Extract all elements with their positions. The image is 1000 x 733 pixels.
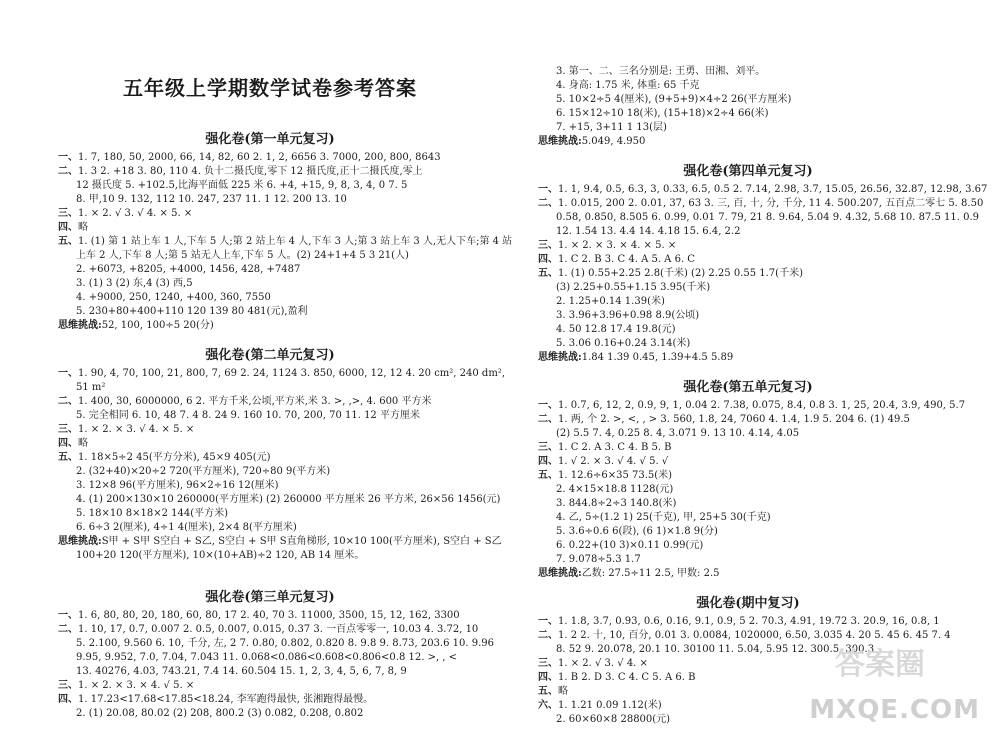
answer-text: 3. 3.96+3.96+0.98 8.9(公顷)	[556, 310, 700, 321]
answer-text: 上车 2 人,下车 8 人;第 5 站无人上车,下车 5 人。(2) 24+1+4 5 3 21(人)	[76, 250, 409, 261]
answer-text: 略	[78, 438, 88, 449]
answer-text: 6. 0.22+(10 3)×0.11 0.99(元)	[556, 540, 704, 551]
answer-text: 9.95, 9.952, 7.0, 7.04, 7.043 11. 0.068<0.086<0.608<0.806<0.8 12. >, , <	[76, 652, 458, 663]
section-title: 强化卷(第五单元复习)	[683, 380, 813, 395]
answer-line	[76, 306, 308, 318]
answer-line	[556, 282, 710, 294]
answer-text: 3. (1) 3 (2) 东,4 (3) 西,5	[76, 278, 193, 289]
question-label: 三、	[58, 680, 78, 691]
section-title: 强化卷(第一单元复习)	[205, 132, 335, 147]
answer-text: (3) 2.25+0.55+1.15 3.95(千米)	[556, 282, 711, 293]
question-label: 三、	[538, 658, 558, 669]
question-label: 五、	[538, 268, 558, 279]
answer-text: 3. 844.8÷2÷3 140.8(米)	[556, 498, 677, 509]
answer-text: 1. 两, 个 2. >, <, , > 3. 560, 1.8, 24, 7060 4. 1.4, 1.9 5. 204 6. (1) 49.5	[558, 414, 910, 425]
answer-line	[76, 522, 297, 534]
watermark-seal: 答案圈	[835, 647, 925, 682]
answer-text: 8. 52 9. 20.078, 20.1 10. 30100 11. 5.04, 5.95 12. 300.5, 300.3	[556, 644, 875, 655]
section-title: 强化卷(第二单元复习)	[205, 348, 335, 363]
answer-text: 2. (1) 20.08, 80.02 (2) 208, 800.2 (3) 0.082, 0.208, 0.802	[76, 708, 364, 719]
question-label: 思维挑战:	[538, 136, 582, 147]
answer-line	[76, 250, 409, 262]
answer-line	[58, 236, 512, 248]
answer-text: 4. +9000, 250, 1240, +400, 360, 7550	[76, 292, 271, 303]
question-label: 三、	[538, 442, 558, 453]
answer-text: 51 m²	[76, 382, 106, 393]
answer-text: 1. 0.7, 6, 12, 2, 0.9, 9, 1, 0.04 2. 7.38, 0.075, 8.4, 0.8 3. 1, 25, 20.4, 3.9, 490, 5.7	[558, 400, 966, 411]
question-label: 二、	[58, 396, 78, 407]
answer-line	[76, 264, 300, 276]
answer-text: 1. 1.8, 3.7, 0.93, 0.6, 0.16, 9.1, 0.9, 5 2. 70.3, 4.91, 19.72 3. 20.9, 16, 0.8, 1	[558, 616, 940, 627]
question-label: 二、	[58, 166, 78, 177]
answer-line	[76, 278, 193, 290]
answer-text: 52, 100, 100÷5 20(分)	[101, 320, 214, 331]
answer-line	[58, 320, 214, 332]
answer-line	[556, 122, 667, 134]
answer-text: 1. √ 2. × 3. √ 4. √ 5. √	[558, 456, 669, 467]
answer-line	[538, 400, 965, 412]
answer-line	[538, 672, 695, 684]
answer-text: 1. × 2. √ 3. √ 4. × 5. ×	[78, 208, 193, 219]
answer-text: 1. × 2. × 3. √ 4. × 5. ×	[78, 424, 195, 435]
answer-text: 1. 90, 4, 70, 100, 21, 800, 7, 69 2. 24, 1124 3. 850, 6000, 12, 12 4. 20 cm², 240 dm²,	[78, 368, 505, 379]
answer-line	[58, 396, 431, 408]
answer-text: 5. 10×2÷5 4(厘米), (9+5+9)×4÷2 26(平方厘米)	[556, 94, 792, 105]
question-label: 四、	[58, 222, 78, 233]
answer-line	[58, 624, 478, 636]
answer-line	[58, 368, 505, 380]
answer-line	[538, 414, 910, 426]
answer-text: 5.049, 4.950	[581, 136, 646, 147]
answer-line	[58, 452, 271, 464]
answer-text: 略	[78, 222, 88, 233]
question-label: 三、	[58, 424, 78, 435]
answer-line	[556, 226, 740, 238]
answer-text: 4. 身高: 1.75 米, 体重: 65 千克	[556, 80, 700, 91]
answer-line	[556, 498, 676, 510]
question-label: 三、	[538, 240, 558, 251]
answer-line	[76, 292, 271, 304]
question-label: 六、	[538, 700, 558, 711]
answer-text: 5. 3.06 0.16+0.24 3.14(米)	[556, 338, 691, 349]
answer-line	[58, 166, 423, 178]
answer-text: 3. 12×8 96(平方厘米), 96×2÷16 12(厘米)	[76, 480, 279, 491]
answer-line	[76, 410, 420, 422]
answer-text: 2. (32+40)×20÷2 720(平方厘米), 720÷80 9(平方米)	[76, 466, 331, 477]
answer-text: 1. 10, 17, 0.7, 0.007 2. 0.5, 0.007, 0.015, 0.37 3. 一百点零零一, 10.03 4. 3.72, 10	[78, 624, 479, 635]
answer-line	[76, 194, 347, 206]
question-label: 思维挑战:	[538, 352, 582, 363]
document-title: 五年级上学期数学试卷参考答案	[123, 76, 417, 100]
section-title: 强化卷(期中复习)	[696, 596, 800, 611]
answer-text: 2. 1.25+0.14 1.39(米)	[556, 296, 665, 307]
answer-line	[556, 714, 670, 726]
answer-text: 乙数: 27.5÷11 2.5, 甲数: 2.5	[581, 568, 720, 579]
answer-text: 100+20 120(平方厘米), 10×(10+AB)÷2 120, AB 14 厘米。	[76, 550, 365, 561]
answer-line	[556, 296, 665, 308]
answer-line	[76, 480, 279, 492]
answer-line	[58, 438, 88, 450]
answer-line	[556, 554, 641, 566]
answer-line	[538, 456, 668, 468]
answer-line	[76, 652, 457, 664]
question-label: 四、	[58, 694, 78, 705]
answer-line	[58, 610, 460, 622]
answer-text: 1. B 2. D 3. C 4. C 5. A 6. B	[558, 672, 696, 683]
answer-line	[556, 540, 703, 552]
answer-text: 4. 乙, 5÷(1.2 1) 25(千克), 甲, 25+5 30(千克)	[556, 512, 771, 523]
watermark-logo	[790, 639, 980, 729]
question-label: 二、	[538, 414, 558, 425]
answer-line	[76, 382, 105, 394]
question-label: 一、	[538, 616, 558, 627]
question-label: 五、	[58, 236, 78, 247]
answer-text: 5. 230+80+400+110 120 139 80 481(元),盈利	[76, 306, 308, 317]
answer-line	[538, 658, 648, 670]
answer-text: 4. 50 12.8 17.4 19.8(元)	[556, 324, 676, 335]
answer-line	[76, 550, 364, 562]
answer-text: 2. +6073, +8205, +4000, 1456, 428, +7487	[76, 264, 301, 275]
answer-line	[556, 310, 699, 322]
answer-text: 1. 1, 9.4, 0.5, 6.3, 3, 0.33, 6.5, 0.5 2. 7.14, 2.98, 3.7, 15.05, 26.56, 32.87, 12.98, 3.67	[558, 184, 988, 195]
answer-text: 1. × 2. × 3. × 4. × 5. ×	[558, 240, 677, 251]
answer-line	[556, 212, 979, 224]
answer-line	[58, 680, 194, 692]
answer-line	[556, 526, 718, 538]
question-label: 思维挑战:	[58, 536, 102, 547]
answer-text: 1. 2 2. 十, 10, 百分, 0.01 3. 0.0084, 1020000, 6.50, 3.035 4. 20 5. 45 6. 45 7. 4	[558, 630, 951, 641]
answer-text: 1. 12.6÷6×35 73.5(米)	[558, 470, 673, 481]
answer-text: 1. C 2. A 3. C 4. B 5. B	[558, 442, 672, 453]
answer-line	[538, 268, 803, 280]
answer-text: 7. +15, 3+11 1 13(层)	[556, 122, 667, 133]
answer-text: 1. 17.23<17.68<17.85<18.24, 李军跑得最快, 张湘跑得最慢。	[78, 694, 374, 705]
section-title: 强化卷(第三单元复习)	[205, 590, 335, 605]
answer-text: 1. 6, 80, 80, 20, 180, 60, 80, 17 2. 40, 70 3. 11000, 3500, 15, 12, 162, 3300	[78, 610, 460, 621]
question-label: 一、	[538, 400, 558, 411]
section-title: 强化卷(第四单元复习)	[683, 164, 813, 179]
question-label: 一、	[58, 368, 78, 379]
question-label: 三、	[58, 208, 78, 219]
answer-text: 7. 9.078÷5.3 1.7	[556, 554, 641, 565]
answer-line	[538, 616, 940, 628]
answer-text: 4. (1) 200×130×10 260000(平方厘米) (2) 260000 平方厘米 26 平方米, 26×56 1456(元)	[76, 494, 501, 505]
answer-line	[538, 442, 672, 454]
answer-line	[556, 324, 676, 336]
answer-line	[538, 136, 645, 148]
question-label: 五、	[538, 470, 558, 481]
answer-line	[58, 536, 502, 548]
answer-line	[538, 568, 720, 580]
answer-text: 12. 1.54 13. 4.4 14. 4.18 15. 6.4, 2.2	[556, 226, 741, 237]
answer-text: 1. (1) 第 1 站上车 1 人,下车 5 人;第 2 站上车 4 人,下车 3 人;第 3 站上车 3 人,无人下车;第 4 站	[78, 236, 513, 247]
answer-line	[538, 352, 733, 364]
answer-line	[538, 470, 672, 482]
question-label: 四、	[58, 438, 78, 449]
answer-text: 1. 0.015, 200 2. 0.01, 37, 63 3. 三, 百, 十, 分, 千分, 11 4. 500.207, 五百点二零七 5. 8.50	[558, 198, 984, 209]
question-label: 思维挑战:	[538, 568, 582, 579]
answer-line	[538, 240, 676, 252]
answer-text: 1. 7, 180, 50, 2000, 66, 14, 82, 60 2. 1, 2, 6656 3. 7000, 200, 800, 8643	[78, 152, 441, 163]
answer-text: 5. 2.100, 9.560 6. 10, 千分, 左, 2 7. 0.80, 0.802, 0.820 8. 9.8 9. 8.73, 203.6 10. 9.96	[76, 638, 495, 649]
answer-text: 3. 第一、二、三名分别是: 王勇、田湘、刘平。	[556, 66, 766, 77]
answer-text: 1. × 2. √ 3. √ 4. ×	[558, 658, 648, 669]
question-label: 一、	[58, 152, 78, 163]
question-label: 四、	[538, 254, 558, 265]
answer-text: 6. 6÷3 2(厘米), 4÷1 4(厘米), 2×4 8(平方厘米)	[76, 522, 297, 533]
question-label: 一、	[538, 184, 558, 195]
answer-text: 8. 甲,10 9. 132, 112 10. 247, 237 11. 1 12. 200 13. 10	[76, 194, 347, 205]
answer-text: 1. 1.21 0.09 1.12(米)	[558, 700, 662, 711]
answer-text: 略	[558, 686, 568, 697]
answer-text: 1. 18×5÷2 45(平方分米), 45×9 405(元)	[78, 452, 271, 463]
answer-text: 1. C 2. B 3. C 4. A 5. A 6. C	[558, 254, 695, 265]
answer-text: 5. 18×10 8×18×2 144(平方米)	[76, 508, 229, 519]
watermark-url: MXQE.COM	[809, 695, 980, 725]
answer-line	[58, 424, 194, 436]
question-label: 五、	[58, 452, 78, 463]
answer-line	[538, 700, 662, 712]
answer-line	[556, 108, 769, 120]
answer-text: 2. 60×60×8 28800(元)	[556, 714, 671, 725]
question-label: 二、	[538, 198, 558, 209]
answer-line	[76, 708, 363, 720]
answer-line	[538, 198, 983, 210]
answer-text: (2) 5.5 7. 4, 0.25 8. 4, 3.071 9. 13 10. 4.14, 4.05	[556, 428, 800, 439]
answer-line	[58, 222, 88, 234]
answer-text: 5. 3.6÷0.6 6(段), (6 1)×1.8 9(分)	[556, 526, 718, 537]
answer-line	[76, 466, 330, 478]
question-label: 二、	[58, 624, 78, 635]
answer-line	[58, 694, 373, 706]
answer-text: 1. × 2. × 3. × 4. √ 5. ×	[78, 680, 195, 691]
answer-text: 1.84 1.39 0.45, 1.39+4.5 5.89	[581, 352, 734, 363]
answer-line	[538, 686, 568, 698]
answer-line	[76, 666, 407, 678]
answer-line	[556, 94, 791, 106]
answer-text: 12 摄氏度 5. +102.5,比海平面低 225 米 6. +4, +15, 9, 8, 3, 4, 0 7. 5	[76, 180, 408, 191]
answer-text: 5. 完全相同 6. 10, 48 7. 4 8. 24 9. 160 10. 70, 200, 70 11. 12 平方厘米	[76, 410, 420, 421]
answer-text: 13. 40276, 4.03, 743.21, 7.4 14. 60.504 15. 1, 2, 3, 4, 5, 6, 7, 8, 9	[76, 666, 407, 677]
answer-text: 6. 15×12÷10 18(米), (15+18)×2÷4 66(米)	[556, 108, 769, 119]
answer-line	[76, 180, 407, 192]
answer-text: S甲 + S甲 S空白 + S乙, S空白 + S甲 S直角梯形, 10×10 100(平方厘米), S空白 + S乙	[101, 536, 502, 547]
answer-text: 2. 4×15×18.8 1128(元)	[556, 484, 674, 495]
answer-text: 1. 400, 30, 6000000, 6 2. 平方千米,公顷,平方米,米 3. >, ,>, 4. 600 平方米	[78, 396, 432, 407]
answer-line	[58, 208, 192, 220]
question-label: 四、	[538, 672, 558, 683]
question-label: 五、	[538, 686, 558, 697]
answer-text: 0.58, 0.850, 8.505 6. 0.99, 0.01 7. 79, 21 8. 9.64, 5.04 9. 4.32, 5.68 10. 87.5 11. 0.9	[556, 212, 979, 223]
answer-line	[556, 484, 673, 496]
answer-line	[58, 152, 441, 164]
answer-text: 1. 3 2. +18 3. 80, 110 4. 负十二摄氏度,零下 12 摄氏度,正十二摄氏度,零上	[78, 166, 423, 177]
answer-line	[76, 508, 228, 520]
question-label: 思维挑战:	[58, 320, 102, 331]
question-label: 二、	[538, 630, 558, 641]
answer-line	[538, 184, 987, 196]
answer-line	[556, 66, 765, 78]
answer-line	[538, 254, 695, 266]
question-label: 四、	[538, 456, 558, 467]
answer-line	[76, 638, 494, 650]
answer-line	[556, 512, 771, 524]
answer-text: 1. (1) 0.55+2.25 2.8(千米) (2) 2.25 0.55 1.7(千米)	[558, 268, 803, 279]
answer-line	[556, 80, 700, 92]
question-label: 一、	[58, 610, 78, 621]
answer-line	[76, 494, 500, 506]
answer-line	[556, 428, 799, 440]
answer-line	[556, 338, 690, 350]
